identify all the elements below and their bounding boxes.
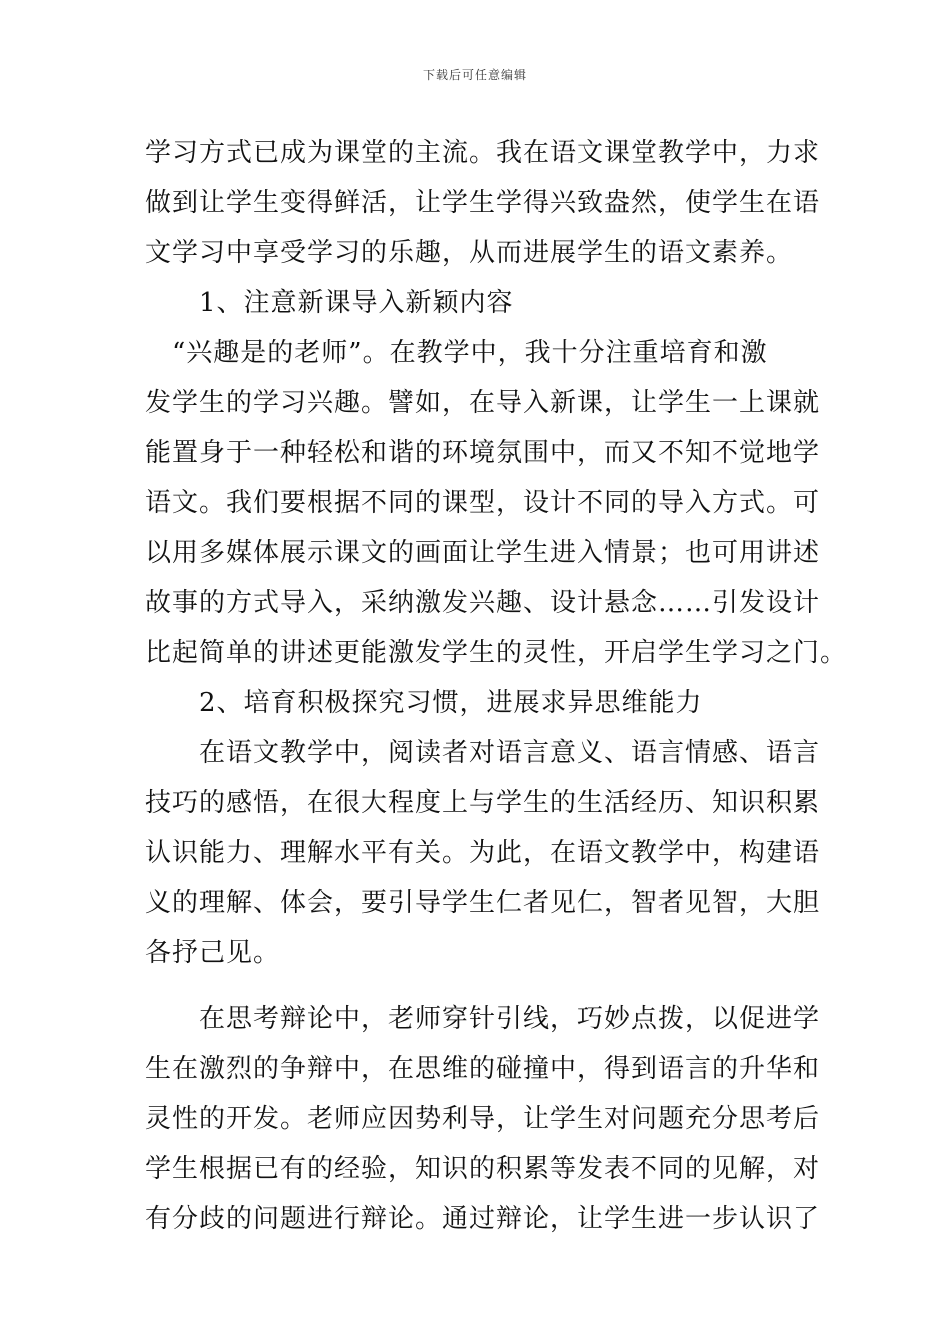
page-header: 下载后可任意编辑 xyxy=(422,68,527,82)
text-line: 生在激烈的争辩中，在思维的碰撞中，得到语言的升华和 xyxy=(145,1054,821,1084)
text-line: 语文。我们要根据不同的课型，设计不同的导入方式。可 xyxy=(145,488,821,518)
text-line: 学习方式已成为课堂的主流。我在语文课堂教学中，力求 xyxy=(145,138,821,168)
document-body xyxy=(145,128,848,1244)
text-line: 各抒己见。 xyxy=(145,938,281,968)
text-line: 学生根据已有的经验，知识的积累等发表不同的见解，对 xyxy=(145,1154,821,1184)
text-line: 文学习中享受学习的乐趣，从而进展学生的语文素养。 xyxy=(145,238,794,268)
text-line: 故事的方式导入，采纳激发兴趣、设计悬念……引发设计 xyxy=(145,588,821,618)
paragraph-gap xyxy=(145,978,825,994)
text-line: 认识能力、理解水平有关。为此，在语文教学中，构建语 xyxy=(145,838,821,868)
text-line: 比起简单的讲述更能激发学生的灵性，开启学生学习之门。 xyxy=(145,638,848,668)
text-line: 灵性的开发。老师应因势利导，让学生对问题充分思考后 xyxy=(145,1104,821,1134)
text-line: 义的理解、体会，要引导学生仁者见仁，智者见智，大胆 xyxy=(145,888,821,918)
section-heading: 1、注意新课导入新颖内容 xyxy=(145,288,514,318)
text-line: 以用多媒体展示课文的画面让学生进入情景；也可用讲述 xyxy=(145,538,821,568)
text-line: 在语文教学中，阅读者对语言意义、语言情感、语言 xyxy=(145,738,821,768)
text-line: 发学生的学习兴趣。譬如，在导入新课，让学生一上课就 xyxy=(145,388,821,418)
text-line: 在思考辩论中，老师穿针引线，巧妙点拨，以促进学 xyxy=(145,1004,821,1034)
text-line: 技巧的感悟，在很大程度上与学生的生活经历、知识积累 xyxy=(145,788,821,818)
section-heading: 2、培育积极探究习惯，进展求异思维能力 xyxy=(145,688,703,718)
text-line: 能置身于一种轻松和谐的环境氛围中，而又不知不觉地学 xyxy=(145,438,821,468)
text-line: 做到让学生变得鲜活，让学生学得兴致盎然，使学生在语 xyxy=(145,188,821,218)
text-line: “兴趣是的老师”。在教学中，我十分注重培育和激 xyxy=(145,338,768,368)
text-line: 有分歧的问题进行辩论。通过辩论，让学生进一步认识了 xyxy=(145,1204,821,1234)
